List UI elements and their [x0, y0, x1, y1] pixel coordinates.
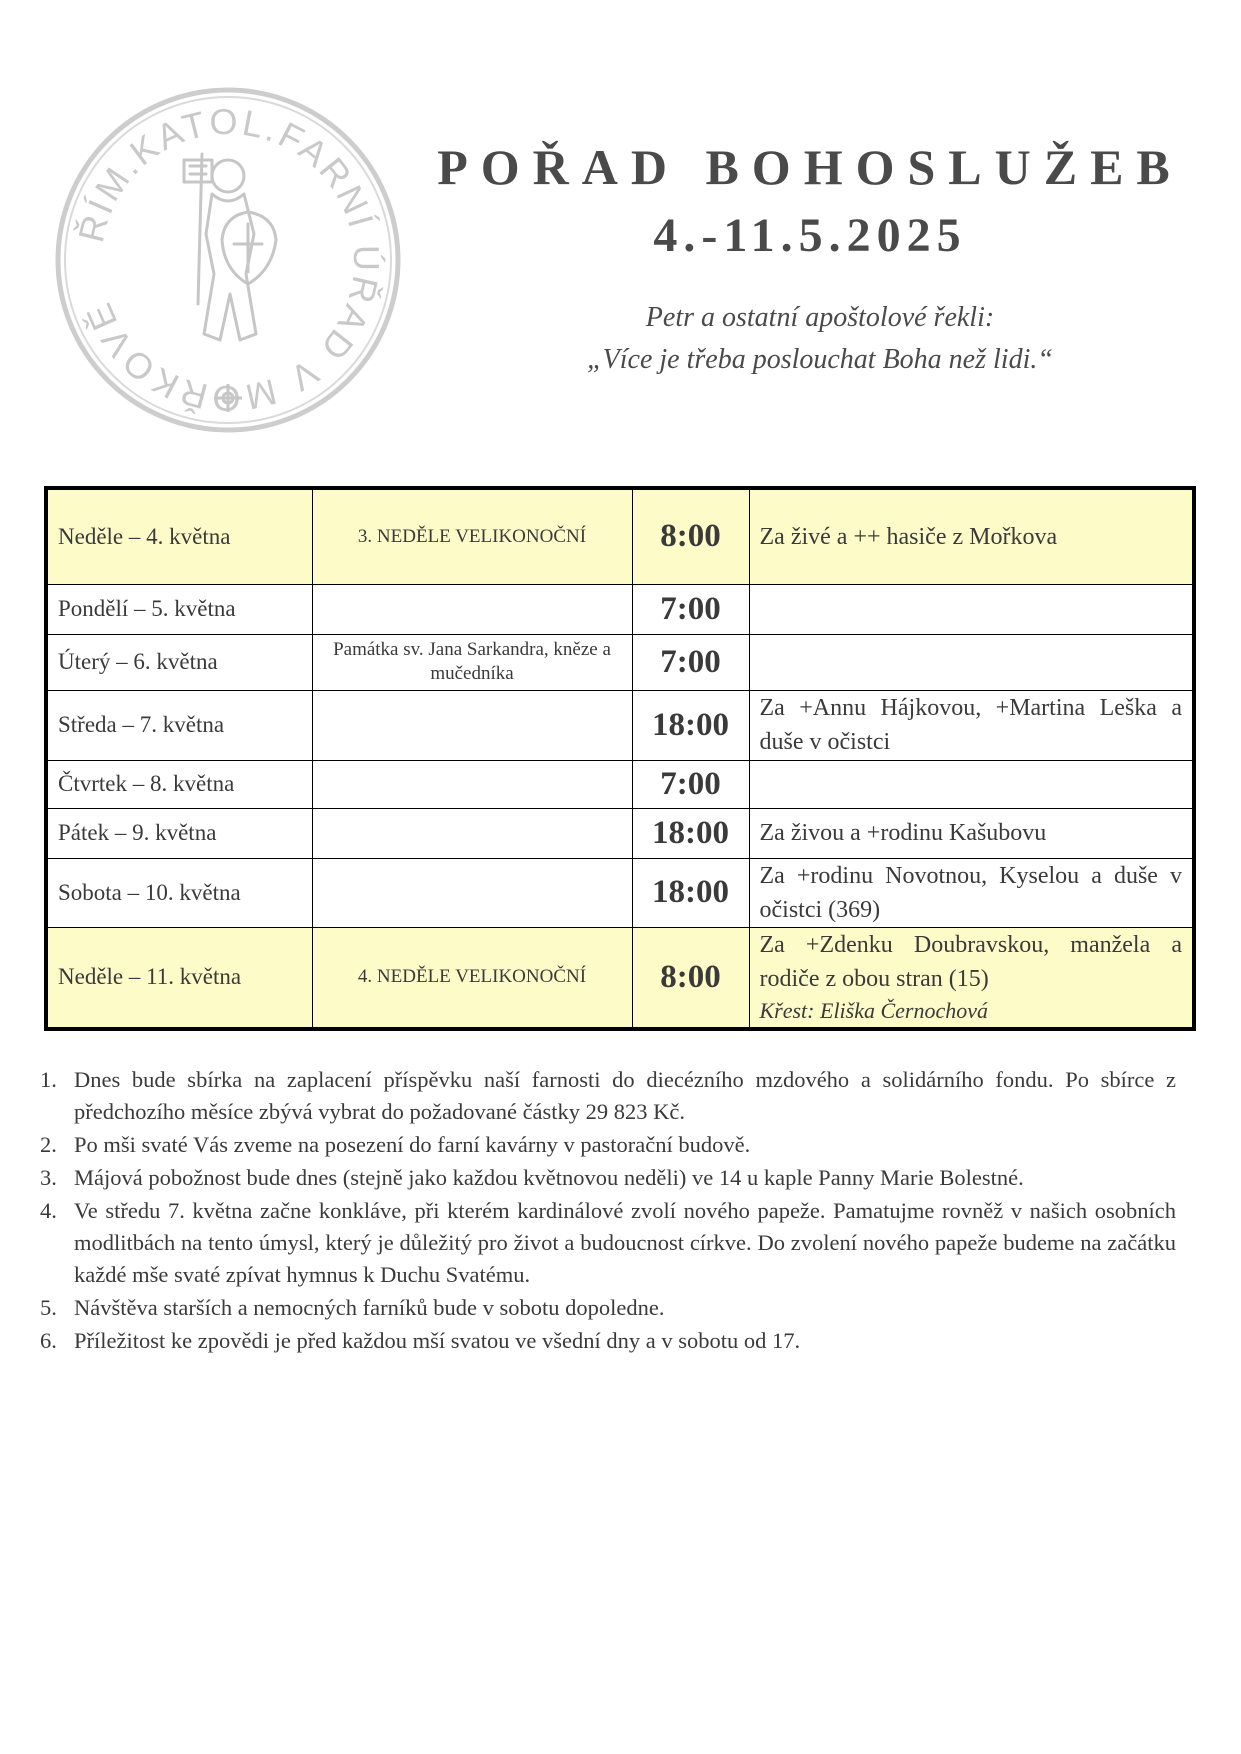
time-cell: 8:00 — [632, 488, 749, 584]
table-row — [46, 690, 1194, 760]
list-item — [40, 1195, 1176, 1291]
item-number: 1. — [40, 1067, 57, 1092]
item-text: Příležitost ke zpovědi je před každou mší svatou ve všední dny a v sobotu od 17. — [74, 1328, 801, 1353]
parish-seal — [52, 84, 404, 436]
day-cell: Čtvrtek – 8. května — [46, 760, 312, 808]
intention-text: Za +Zdenku Doubravskou, manžela a rodiče z obou stran (15) — [759, 932, 1182, 993]
feast-cell — [312, 690, 632, 760]
time-cell: 8:00 — [632, 927, 749, 1029]
intention-cell: Za +Annu Hájkovou, +Martina Leška a duše v očistci — [749, 690, 1194, 760]
intention-cell: Za živou a +rodinu Kašubovu — [749, 808, 1194, 858]
quote-intro: Petr a ostatní apoštolové řekli: — [645, 302, 995, 333]
time-cell: 18:00 — [632, 808, 749, 858]
list-item — [40, 1129, 1176, 1161]
table-row — [46, 584, 1194, 634]
list-item — [40, 1325, 1176, 1357]
saint-figure-icon — [184, 154, 276, 340]
time-cell: 7:00 — [632, 584, 749, 634]
intention-cell — [749, 634, 1194, 690]
table-row — [46, 858, 1194, 927]
list-item — [40, 1064, 1176, 1128]
table-row — [46, 634, 1194, 690]
table-row — [46, 808, 1194, 858]
item-text: Ve středu 7. května začne konkláve, při kterém kardinálové zvolí nového papeže. Pamatujme rovněž v našich osobních modlitbách na tento úmysl, který je důležitý pro život a budoucnost církve. Do zvolení nového papeže budeme na začátku každé mše svaté zpívat hymnus k Duchu Svatému. — [74, 1198, 1176, 1287]
item-number: 4. — [40, 1198, 57, 1223]
day-cell: Úterý – 6. května — [46, 634, 312, 690]
baptism-note: Křest: Eliška Černochová — [759, 998, 989, 1024]
intention-cell — [749, 584, 1194, 634]
feast-cell — [312, 760, 632, 808]
item-text: Po mši svaté Vás zveme na posezení do farní kavárny v pastorační budově. — [74, 1132, 751, 1157]
seal-inscription: ŘÍM.KATOL.FARNÍ ÚŘAD V MOŘKOVĚ — [70, 100, 388, 420]
day-cell: Pátek – 9. května — [46, 808, 312, 858]
intention-cell — [749, 927, 1194, 1029]
time-cell: 7:00 — [632, 634, 749, 690]
table-row — [46, 760, 1194, 808]
item-text: Návštěva starších a nemocných farníků bude v sobotu dopoledne. — [74, 1295, 665, 1320]
intention-cell: Za +rodinu Novotnou, Kyselou a duše v očistci (369) — [749, 858, 1194, 927]
time-cell: 18:00 — [632, 858, 749, 927]
item-number: 2. — [40, 1132, 57, 1157]
service-schedule-table — [44, 486, 1196, 1031]
date-range: 4.-11.5.2025 — [653, 209, 967, 262]
intention-cell: Za živé a ++ hasiče z Mořkova — [749, 488, 1194, 584]
table-row — [46, 927, 1194, 1029]
item-text: Májová pobožnost bude dnes (stejně jako každou květnovou neděli) ve 14 u kaple Panny Marie Bolestné. — [74, 1165, 1024, 1190]
item-text: Dnes bude sbírka na zaplacení příspěvku naší farnosti do diecézního mzdového a solidárního fondu. Po sbírce z předchozího měsíce zbývá vybrat do požadované částky 29 823 Kč. — [74, 1067, 1176, 1124]
intention-cell — [749, 760, 1194, 808]
feast-cell: 4. NEDĚLE VELIKONOČNÍ — [312, 927, 632, 1029]
feast-cell: 3. NEDĚLE VELIKONOČNÍ — [312, 488, 632, 584]
list-item — [40, 1162, 1176, 1194]
feast-cell — [312, 584, 632, 634]
time-cell: 7:00 — [632, 760, 749, 808]
item-number: 6. — [40, 1328, 57, 1353]
feast-cell — [312, 858, 632, 927]
table-row — [46, 488, 1194, 584]
list-item — [40, 1292, 1176, 1324]
feast-cell: Památka sv. Jana Sarkandra, kněze a mučedníka — [312, 634, 632, 690]
item-number: 3. — [40, 1165, 57, 1190]
feast-cell — [312, 808, 632, 858]
day-cell: Pondělí – 5. května — [46, 584, 312, 634]
announcements-list — [40, 1064, 1176, 1358]
time-cell: 18:00 — [632, 690, 749, 760]
day-cell: Neděle – 11. května — [46, 927, 312, 1029]
day-cell: Středa – 7. května — [46, 690, 312, 760]
item-number: 5. — [40, 1295, 57, 1320]
day-cell: Neděle – 4. května — [46, 488, 312, 584]
page-title: POŘAD BOHOSLUŽEB — [437, 139, 1183, 195]
quote-text: „Více je třeba poslouchat Boha než lidi.“ — [587, 344, 1053, 375]
day-cell: Sobota – 10. května — [46, 858, 312, 927]
